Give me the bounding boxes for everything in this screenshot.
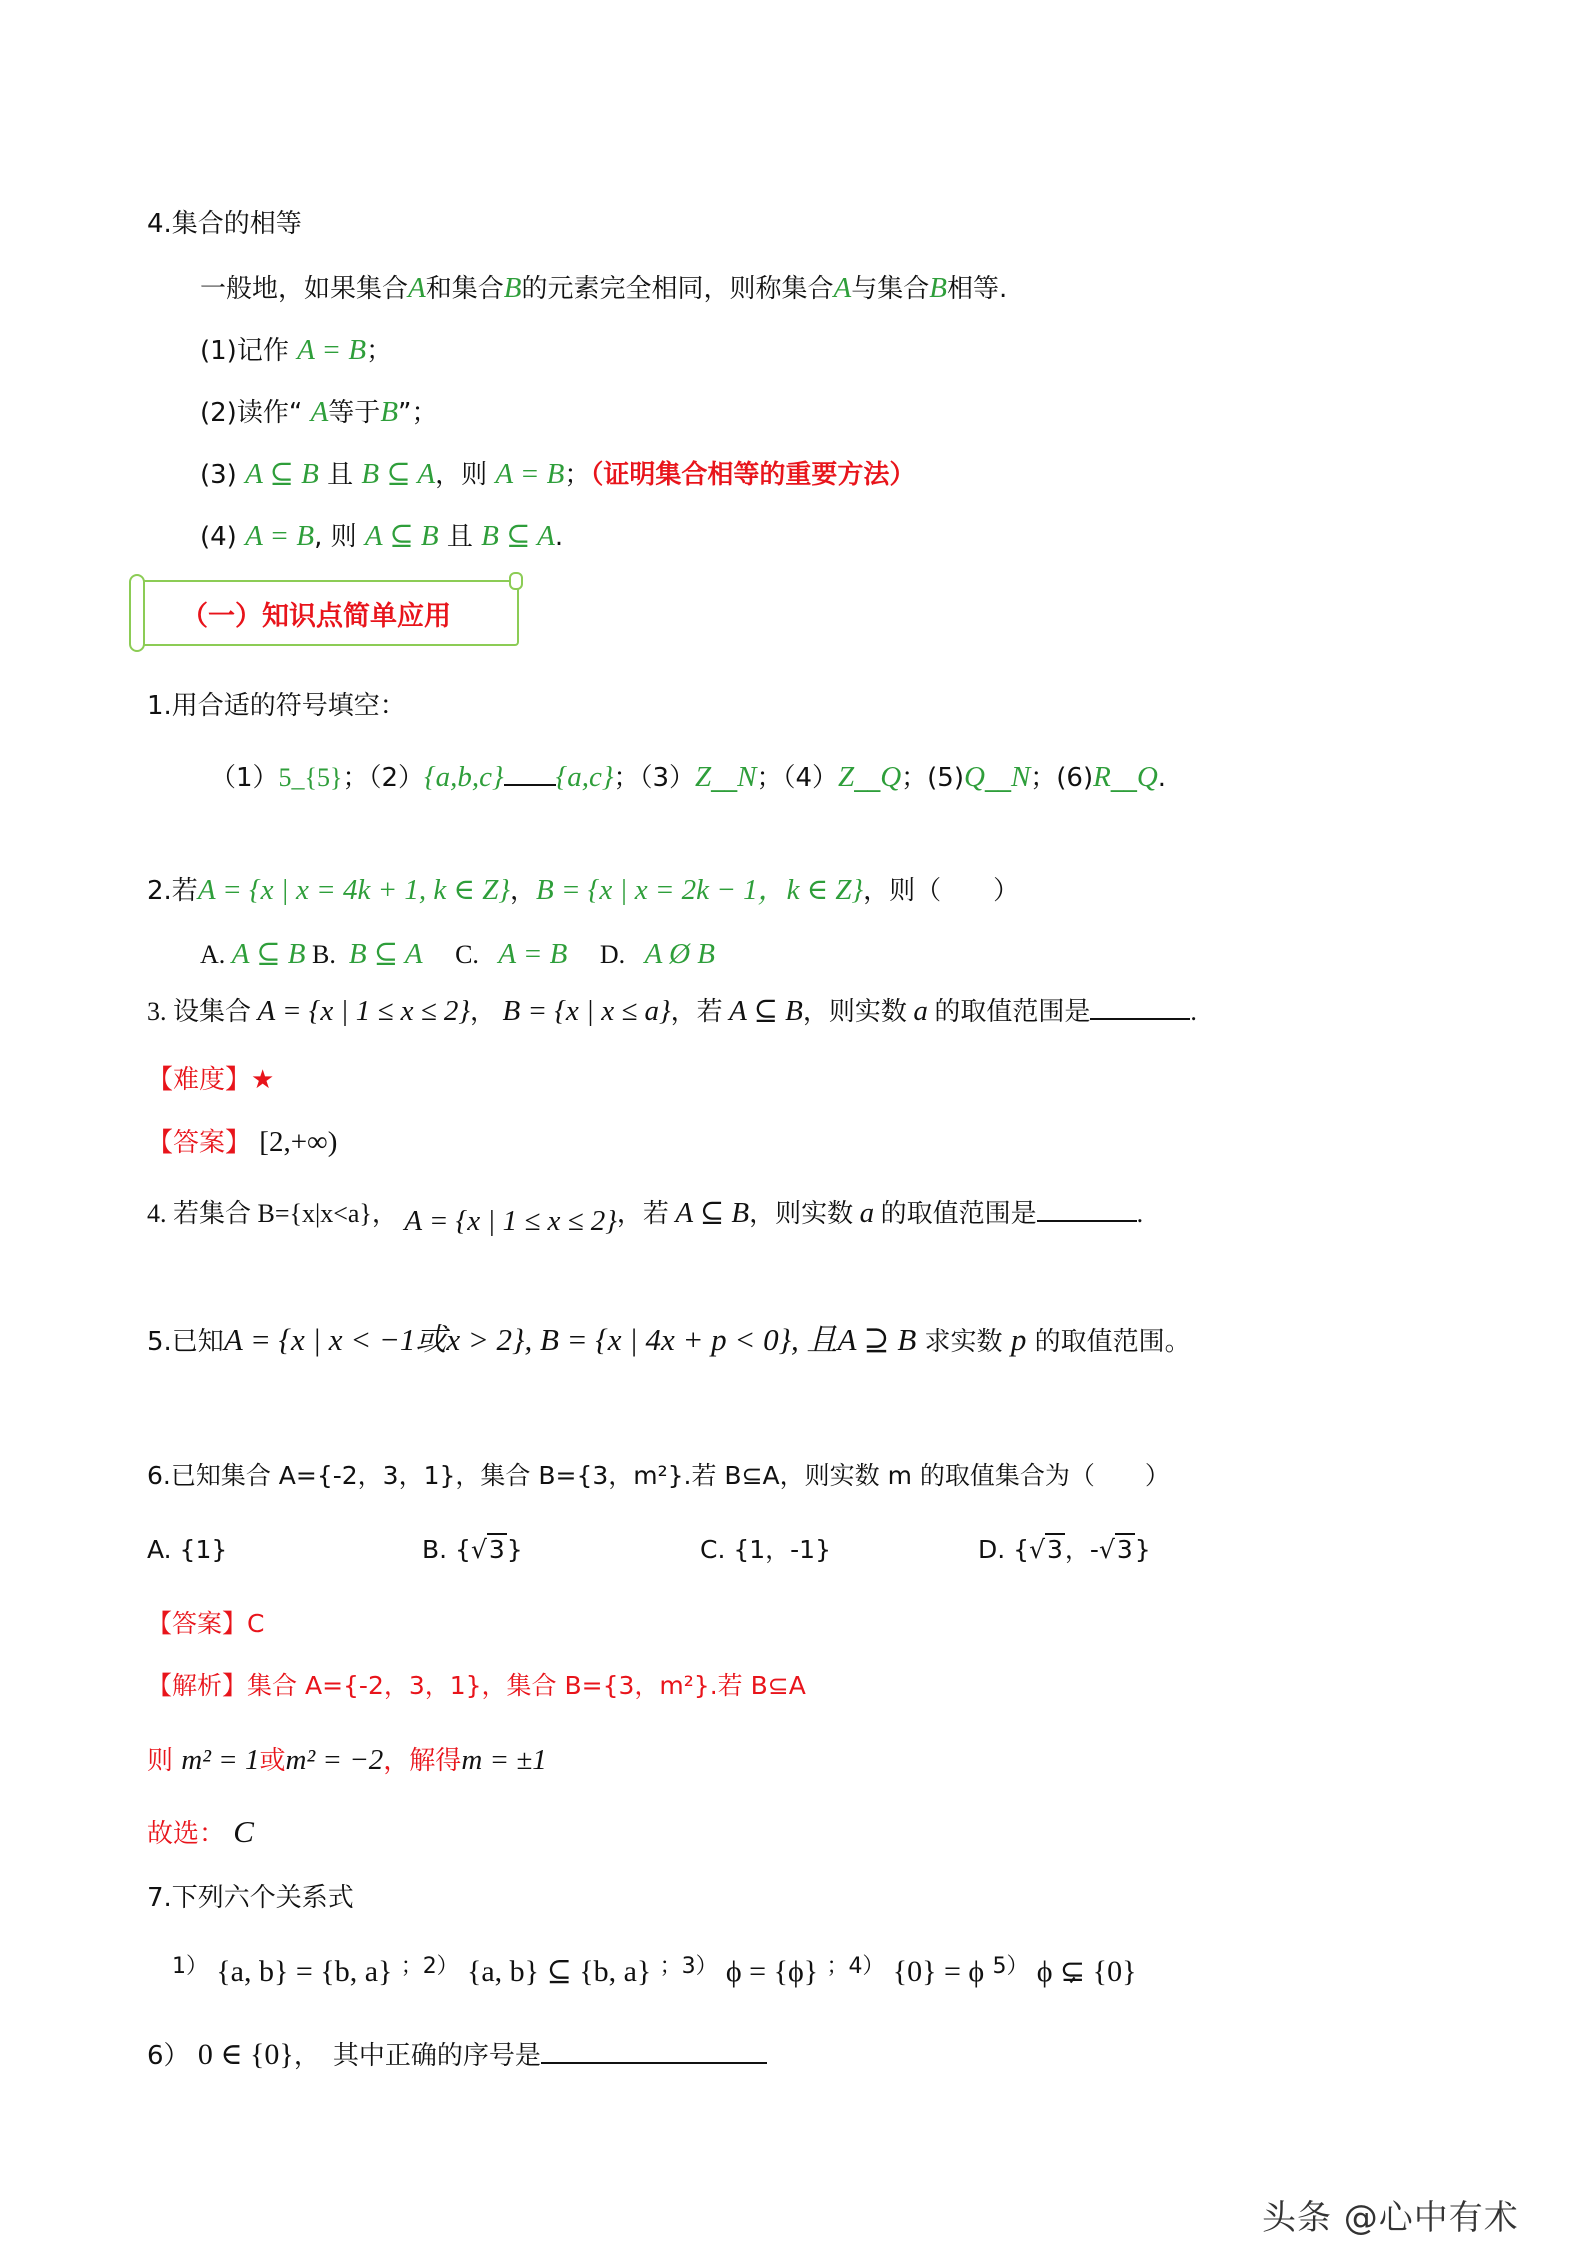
section-banner bbox=[135, 580, 519, 646]
option-text: } bbox=[1134, 1535, 1151, 1564]
question-2 bbox=[147, 872, 1019, 909]
math-expression: Z bbox=[838, 761, 855, 793]
question-6-solution-step bbox=[147, 1742, 547, 1779]
text: ，若 bbox=[670, 997, 723, 1026]
option-text: ，- bbox=[1064, 1535, 1099, 1564]
question-7-relations bbox=[172, 1954, 1136, 1993]
math-set-b: B bbox=[380, 396, 399, 428]
question-6-option-a: A. {1} bbox=[147, 1535, 228, 1564]
math-expression: {a,b,c} bbox=[424, 761, 504, 793]
scroll-curl-right bbox=[509, 572, 523, 590]
punct: . bbox=[554, 522, 564, 552]
text: 求实数 bbox=[924, 1327, 1003, 1357]
answer-blank bbox=[504, 758, 556, 786]
item-number: ；4） bbox=[826, 1954, 885, 1979]
text: ，若 bbox=[616, 1199, 669, 1228]
option-text: } bbox=[506, 1535, 523, 1564]
math-set-b: B bbox=[929, 272, 947, 304]
property-label: (2)读作“ bbox=[200, 398, 303, 428]
text: 故选： bbox=[147, 1819, 226, 1849]
relation-4: {0} = ϕ bbox=[892, 1955, 985, 1988]
property-label: (1)记作 bbox=[200, 336, 289, 366]
option-label: A. bbox=[200, 940, 226, 969]
analysis-text: 集合 A={-2，3，1}，集合 B={3，m²}.若 B⊆A bbox=[247, 1671, 806, 1700]
math-expression: A = B bbox=[495, 458, 565, 490]
math-expression: N bbox=[1010, 761, 1031, 793]
math-expression: A = B bbox=[297, 334, 367, 366]
item-label: ；(5) bbox=[901, 763, 964, 793]
watermark: 头条 @心中有术 bbox=[1262, 2198, 1519, 2238]
math-expression: N bbox=[737, 761, 757, 793]
item-number: 1） bbox=[172, 1954, 208, 1979]
answer-blank bbox=[541, 2036, 767, 2064]
item-number: ；2） bbox=[400, 1954, 459, 1979]
option-label: D. bbox=[599, 940, 626, 969]
punct: ， bbox=[509, 876, 536, 906]
question-2-options bbox=[200, 936, 715, 973]
math-expression: {a,c} bbox=[555, 761, 614, 793]
property-label: (3) bbox=[200, 460, 237, 490]
question-6-option-d bbox=[978, 1532, 1151, 1568]
option-label: C. bbox=[455, 940, 479, 969]
sqrt-icon: √ bbox=[1029, 1535, 1045, 1564]
math-expression: A = B bbox=[245, 520, 315, 552]
question-4 bbox=[147, 1194, 1144, 1237]
answer-label: 【答案】 bbox=[147, 1128, 252, 1158]
def-text: 与集合 bbox=[851, 274, 930, 304]
scroll-curl-left bbox=[129, 574, 145, 652]
answer-blank bbox=[1090, 992, 1190, 1020]
math-var: a bbox=[913, 995, 928, 1027]
math-expression: 5_{5} bbox=[278, 763, 343, 792]
item-number: 5） bbox=[992, 1954, 1029, 1979]
math-expression: m = ±1 bbox=[461, 1744, 547, 1776]
question-3 bbox=[147, 992, 1197, 1030]
option-c: A = B bbox=[498, 938, 568, 970]
option-a: A ⊆ B bbox=[231, 938, 306, 970]
punct: . bbox=[1190, 997, 1197, 1026]
property-3 bbox=[200, 456, 915, 493]
question-6-answer bbox=[147, 1606, 264, 1642]
math-expression: Q bbox=[1136, 761, 1158, 793]
question-6: 6.已知集合 A={-2，3，1}，集合 B={3，m²}.若 B⊆A，则实数 m 的取值集合为（ ） bbox=[147, 1461, 1170, 1490]
text: 等于 bbox=[328, 398, 381, 428]
property-2 bbox=[200, 394, 438, 431]
property-label: (4) bbox=[200, 522, 237, 552]
text: 的取值范围。 bbox=[1034, 1327, 1191, 1357]
math-expression: Q bbox=[963, 761, 985, 793]
answer-value: C bbox=[247, 1609, 265, 1638]
math-expression: A ⊆ B bbox=[245, 458, 319, 490]
sqrt-icon: √ bbox=[1098, 1535, 1115, 1564]
answer-label: 【答案】 bbox=[147, 1609, 248, 1638]
analysis-label: 【解析】 bbox=[147, 1671, 248, 1700]
relation-2: {a, b} ⊆ {b, a} bbox=[466, 1955, 652, 1988]
question-label: 3. 设集合 bbox=[147, 997, 252, 1026]
math-set-a: A bbox=[408, 272, 426, 304]
definition-line bbox=[200, 270, 1007, 307]
math-expression: B = {x | x = 2k − 1，k ∈ Z} bbox=[535, 874, 864, 906]
method-note: （证明集合相等的重要方法） bbox=[590, 460, 916, 490]
item-label: ；(6) bbox=[1030, 763, 1094, 793]
math-expression: A ⊆ B bbox=[675, 1197, 750, 1229]
answer-line bbox=[147, 1124, 337, 1161]
item-number: ；3） bbox=[659, 1954, 718, 1979]
item-label: ；（4） bbox=[756, 763, 839, 793]
radicand: 3 bbox=[1116, 1535, 1133, 1564]
text: 或 bbox=[259, 1746, 286, 1776]
punct: ， bbox=[470, 997, 497, 1026]
option-text: D. { bbox=[978, 1535, 1030, 1564]
relation-6: 0 ∈ {0} bbox=[197, 2038, 294, 2071]
question-1-title: 1.用合适的符号填空： bbox=[147, 691, 406, 721]
math-set-b: B bbox=[503, 272, 522, 304]
sqrt-icon: √ bbox=[470, 1535, 487, 1564]
item-number: 6） bbox=[147, 2041, 190, 2071]
difficulty-label: 【难度】 bbox=[147, 1065, 252, 1095]
text: 的取值范围是 bbox=[934, 997, 1091, 1026]
def-text: 和集合 bbox=[425, 274, 504, 304]
question-6-option-c: C. {1，-1} bbox=[700, 1535, 831, 1564]
item-label: ；（3） bbox=[613, 763, 696, 793]
punct: ”； bbox=[398, 398, 438, 428]
text: ， 其中正确的序号是 bbox=[293, 2041, 541, 2071]
radicand: 3 bbox=[1047, 1535, 1063, 1564]
math-expression: R bbox=[1093, 761, 1111, 793]
text: ，则实数 bbox=[749, 1199, 854, 1228]
text: 且 bbox=[327, 460, 354, 490]
option-text: B. { bbox=[422, 1535, 471, 1564]
question-6-option-b bbox=[422, 1532, 523, 1568]
math-expression: A = {x | 1 ≤ x ≤ 2} bbox=[404, 1205, 617, 1237]
math-expression: B ⊆ A bbox=[481, 520, 555, 552]
relation-3: ϕ = {ϕ} bbox=[725, 1955, 819, 1988]
math-expression: m² = −2 bbox=[285, 1744, 384, 1776]
math-expression: A ⊆ B bbox=[729, 995, 803, 1027]
punct: ； bbox=[366, 336, 393, 366]
punct: . bbox=[1157, 763, 1167, 793]
math-var: p bbox=[1010, 1322, 1027, 1357]
question-1-items bbox=[210, 758, 1166, 796]
property-4 bbox=[200, 518, 563, 555]
punct: . bbox=[1136, 1199, 1144, 1228]
answer-blank: __ bbox=[984, 763, 1011, 793]
question-label: 5.已知 bbox=[147, 1327, 224, 1357]
difficulty-line bbox=[147, 1062, 274, 1098]
text: 则 bbox=[147, 1746, 174, 1776]
def-text: 一般地，如果集合 bbox=[200, 274, 409, 304]
math-expression: B ⊆ A bbox=[361, 458, 436, 490]
relation-5: ϕ ⊊ {0} bbox=[1036, 1955, 1137, 1988]
question-6-choice bbox=[147, 1814, 254, 1852]
question-label: 4. 若集合 B={x|x<a}， bbox=[147, 1199, 398, 1228]
question-7-last-line bbox=[147, 2036, 767, 2074]
question-5 bbox=[147, 1322, 1191, 1360]
answer-blank: __ bbox=[1110, 763, 1137, 793]
answer-blank: __ bbox=[711, 763, 738, 793]
relation-1: {a, b} = {b, a} bbox=[216, 1955, 393, 1988]
text: ，则 bbox=[435, 460, 488, 490]
def-text: 的元素完全相同，则称集合 bbox=[521, 274, 834, 304]
text: ，解得 bbox=[383, 1746, 462, 1776]
answer-blank bbox=[1037, 1194, 1137, 1222]
math-var: a bbox=[859, 1197, 875, 1229]
question-label: 2.若 bbox=[147, 876, 198, 906]
math-expression: A = {x | x = 4k + 1, k ∈ Z} bbox=[197, 874, 510, 906]
punct: ； bbox=[564, 460, 591, 490]
math-expression: B = {x | x ≤ a} bbox=[502, 995, 671, 1027]
math-set-a: A bbox=[833, 272, 852, 304]
item-label: （1） bbox=[210, 763, 279, 793]
question-7-title: 7.下列六个关系式 bbox=[147, 1883, 354, 1913]
option-d: A Ø B bbox=[644, 938, 716, 970]
answer-value: [2,+∞) bbox=[259, 1126, 338, 1158]
math-var: C bbox=[233, 1814, 254, 1849]
option-b: B ⊆ A bbox=[348, 938, 423, 970]
question-6-analysis bbox=[147, 1668, 806, 1704]
text: 的取值范围是 bbox=[880, 1199, 1037, 1228]
math-set-a: A bbox=[310, 396, 329, 428]
math-expression: m² = 1 bbox=[181, 1744, 260, 1776]
radicand: 3 bbox=[488, 1535, 505, 1564]
property-1 bbox=[200, 332, 392, 369]
section-title: 4.集合的相等 bbox=[147, 209, 302, 239]
text: 且 bbox=[446, 522, 473, 552]
text: , 则 bbox=[314, 522, 357, 552]
math-expression: Q bbox=[880, 761, 902, 793]
math-expression: Z bbox=[695, 761, 712, 793]
def-text: 相等. bbox=[946, 274, 1008, 304]
math-expression: A = {x | 1 ≤ x ≤ 2} bbox=[257, 995, 471, 1027]
text: ，则（ ） bbox=[863, 876, 1020, 906]
math-expression: A ⊆ B bbox=[364, 520, 439, 552]
item-label: ；（2） bbox=[342, 763, 425, 793]
option-label: B. bbox=[312, 940, 336, 969]
banner-title: （一）知识点简单应用 bbox=[181, 601, 451, 632]
star-icon: ★ bbox=[251, 1065, 275, 1095]
text: ，则实数 bbox=[802, 997, 907, 1026]
answer-blank: __ bbox=[854, 763, 881, 793]
math-expression: A = {x | x < −1或x > 2}, B = {x | 4x + p < 0}, 且A ⊇ B bbox=[223, 1322, 917, 1357]
